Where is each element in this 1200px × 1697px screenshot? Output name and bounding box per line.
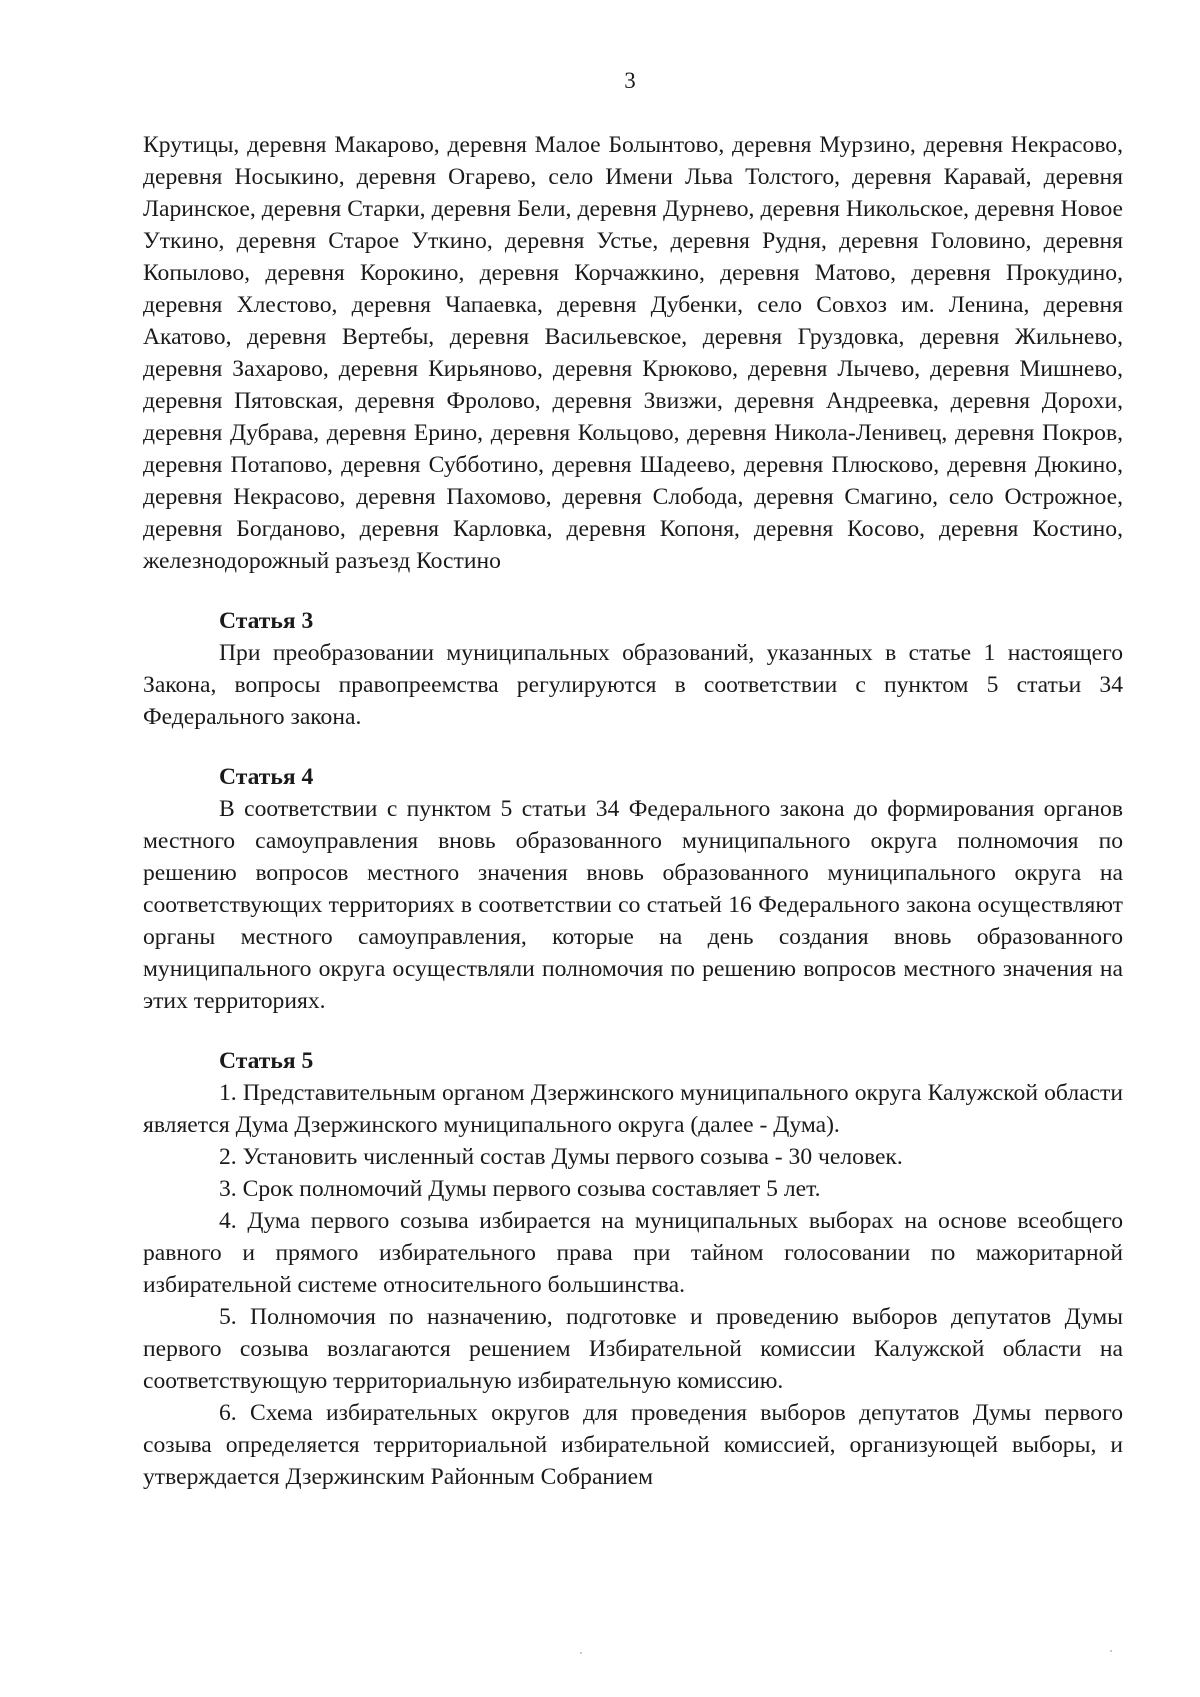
article-5-paragraph-3: 3. Срок полномочий Думы первого созыва составляет 5 лет. bbox=[219, 1176, 821, 1202]
article-3-title: Статья 3 bbox=[219, 608, 314, 634]
article-5 bbox=[143, 1045, 1123, 1493]
article-4 bbox=[143, 761, 1123, 1017]
article-3-paragraph-1: При преобразовании муниципальных образований, указанных в статье 1 настоящего Закона, вопросы правопреемства регулируются в соответствии с пунктом 5 статьи 34 Федерального закона. bbox=[143, 640, 1123, 730]
document-body bbox=[143, 129, 1123, 1493]
scan-speck bbox=[580, 1652, 582, 1654]
article-5-paragraph-1: 1. Представительным органом Дзержинского муниципального округа Калужской области является Дума Дзержинского муниципального округа (далее - Дума). bbox=[143, 1080, 1123, 1138]
article-3 bbox=[143, 605, 1123, 733]
article-5-title: Статья 5 bbox=[219, 1048, 314, 1074]
article-5-paragraph-4: 4. Дума первого созыва избирается на муниципальных выборах на основе всеобщего равного и прямого избирательного права при тайном голосовании по мажоритарной избирательной системе относительного большинства. bbox=[143, 1208, 1123, 1298]
article-5-paragraph-2: 2. Установить численный состав Думы первого созыва - 30 человек. bbox=[219, 1144, 903, 1170]
article-5-paragraph-5: 5. Полномочия по назначению, подготовке и проведению выборов депутатов Думы первого созыва возлагаются решением Избирательной комиссии Калужской области на соответствующую территориальную избирательную комиссию. bbox=[143, 1304, 1123, 1394]
article-5-paragraph-6: 6. Схема избирательных округов для проведения выборов депутатов Думы первого созыва определяется территориальной избирательной комиссией, организующей выборы, и утверждается Дзержинским Районным Собранием bbox=[143, 1400, 1123, 1490]
scan-speck bbox=[1110, 1650, 1112, 1652]
article-4-paragraph-1: В соответствии с пунктом 5 статьи 34 Федерального закона до формирования органов местного самоуправления вновь образованного муниципального округа полномочия по решению вопросов местного значения вновь образованного муниципального округа на соответствующих территориях в соответствии со статьей 16 Федерального закона осуществляют органы местного самоуправления, которые на день создания вновь образованного муниципального округа осуществляли полномочия по решению вопросов местного значения на этих территориях. bbox=[143, 796, 1123, 1014]
page-number: 3 bbox=[624, 68, 636, 93]
article-4-title: Статья 4 bbox=[219, 764, 314, 790]
settlements-list-paragraph: Крутицы, деревня Макарово, деревня Малое Болынтово, деревня Мурзино, деревня Некрасово, деревня Носыкино, деревня Огарево, село Имени Льва Толстого, деревня Каравай, деревня Ларинское, деревня Старки, деревня Бели, деревня Дурнево, деревня Никольское, деревня Новое Уткино, деревня Старое Уткино, деревня Устье, деревня Рудня, деревня Головино, деревня Копылово, деревня Корокино, деревня Корчажкино, деревня Матово, деревня Прокудино, деревня Хлестово, деревня Чапаевка, деревня Дубенки, село Совхоз им. Ленина, деревня Акатово, деревня Вертебы, деревня Васильевское, деревня Груздовка, деревня Жильнево, деревня Захарово, деревня Кирьяново, деревня Крюково, деревня Лычево, деревня Мишнево, деревня Пятовская, деревня Фролово, деревня Звизжи, деревня Андреевка, деревня Дорохи, деревня Дубрава, деревня Ерино, деревня Кольцово, деревня Никола-Ленивец, деревня Покров, деревня Потапово, деревня Субботино, деревня Шадеево, деревня Плюсково, деревня Дюкино, деревня Некрасово, деревня Пахомово, деревня Слобода, деревня Смагино, село Острожное, деревня Богданово, деревня Карловка, деревня Копоня, деревня Косово, деревня Костино, железнодорожный разъезд Костино bbox=[143, 132, 1123, 574]
